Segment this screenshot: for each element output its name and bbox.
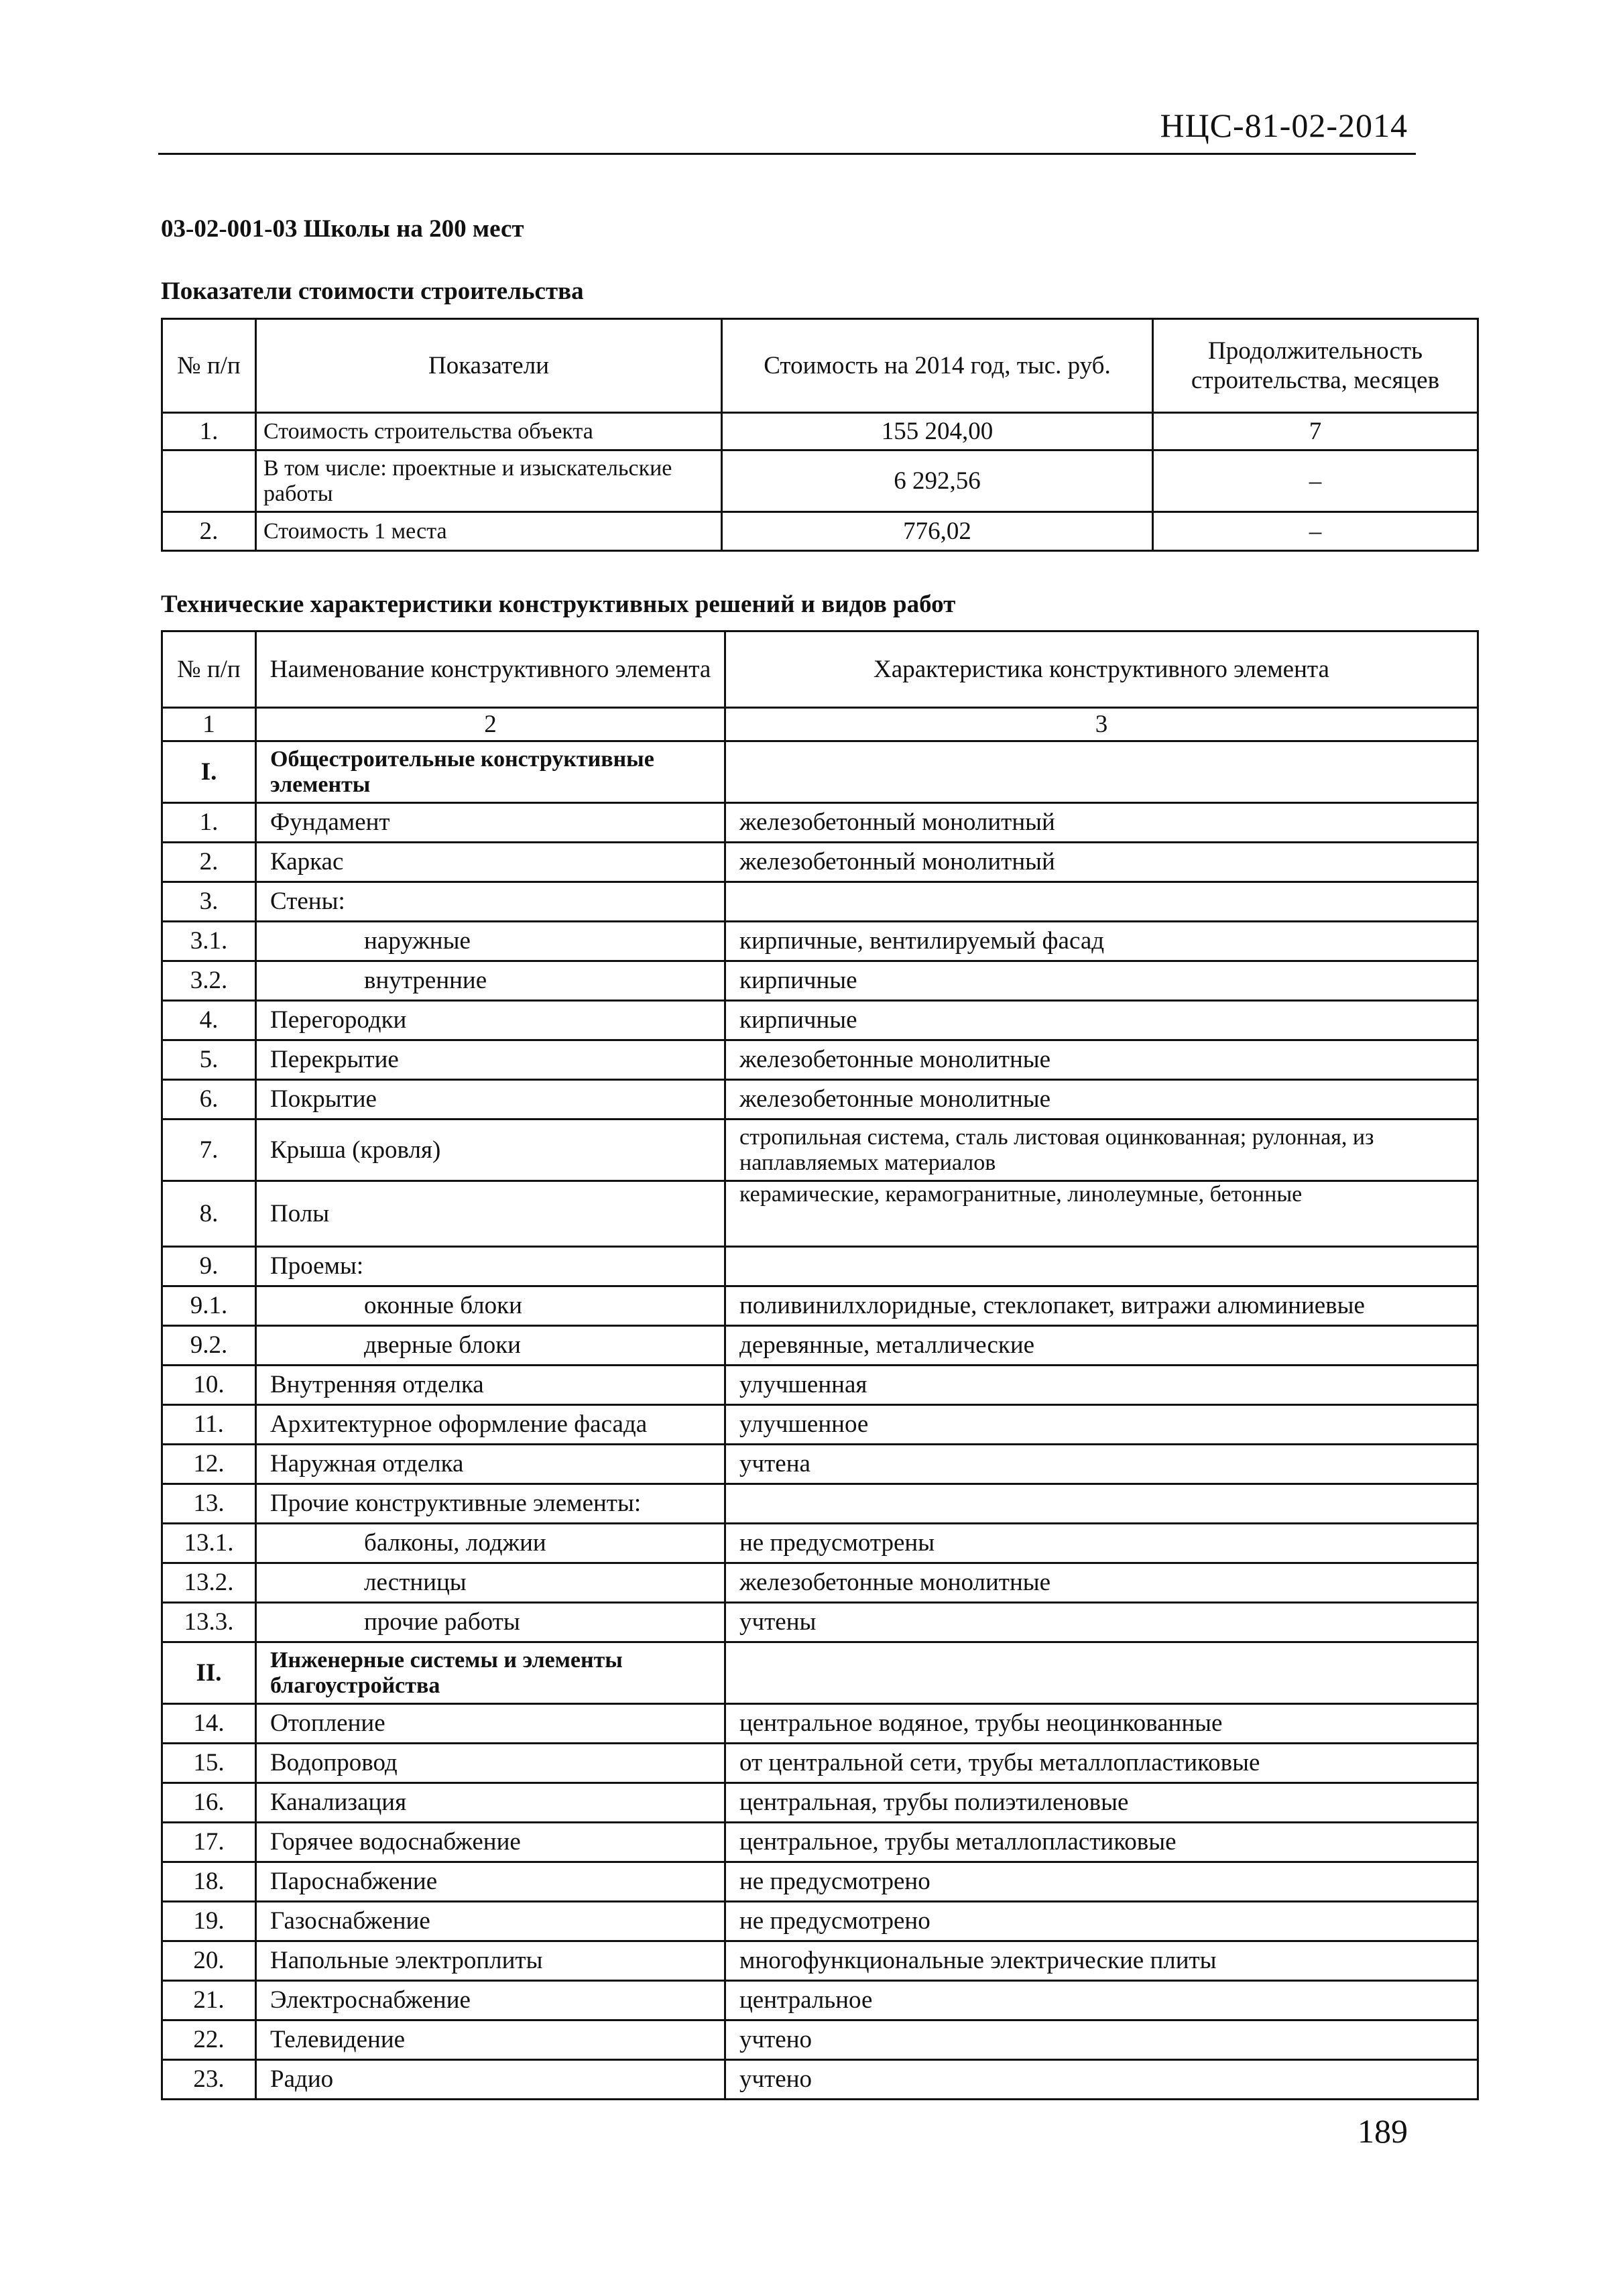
tech-header-row bbox=[162, 631, 1478, 708]
element-row bbox=[162, 1603, 1478, 1642]
element-row bbox=[162, 803, 1478, 843]
cost-col-cost: Стоимость на 2014 год, тыс. руб. bbox=[722, 319, 1153, 413]
row-number: 9. bbox=[162, 1247, 256, 1286]
element-name: Архитектурное оформление фасада bbox=[256, 1405, 725, 1445]
element-name: Электроснабжение bbox=[256, 1981, 725, 2020]
cost-header-row bbox=[162, 319, 1478, 413]
element-name: Канализация bbox=[256, 1783, 725, 1823]
tech-col-name: Наименование конструктивного элемента bbox=[256, 631, 725, 708]
element-name: Горячее водоснабжение bbox=[256, 1823, 725, 1862]
element-characteristic: деревянные, металлические bbox=[725, 1326, 1478, 1366]
cost-table bbox=[161, 318, 1479, 552]
cost-value: 6 292,56 bbox=[722, 450, 1153, 512]
element-characteristic: не предусмотрены bbox=[725, 1524, 1478, 1563]
element-name: Общестроительные конструктивные элементы bbox=[256, 741, 725, 803]
element-name: Перекрытие bbox=[256, 1040, 725, 1080]
row-number: 1. bbox=[162, 803, 256, 843]
element-name: Внутренняя отделка bbox=[256, 1366, 725, 1405]
row-number: 3.1. bbox=[162, 922, 256, 961]
row-number: 23. bbox=[162, 2060, 256, 2100]
page-number: 189 bbox=[1358, 2112, 1408, 2150]
row-number: 2. bbox=[162, 843, 256, 882]
element-name: Водопровод bbox=[256, 1744, 725, 1783]
row-number: 19. bbox=[162, 1902, 256, 1941]
element-row bbox=[162, 882, 1478, 922]
element-row bbox=[162, 1405, 1478, 1445]
element-name: Проемы: bbox=[256, 1247, 725, 1286]
element-characteristic: железобетонный монолитный bbox=[725, 843, 1478, 882]
row-number: 13.3. bbox=[162, 1603, 256, 1642]
element-characteristic bbox=[725, 741, 1478, 803]
row-number: 4. bbox=[162, 1001, 256, 1040]
element-characteristic bbox=[725, 1247, 1478, 1286]
cost-row bbox=[162, 413, 1478, 450]
element-name: дверные блоки bbox=[256, 1326, 725, 1366]
cost-value: 155 204,00 bbox=[722, 413, 1153, 450]
element-name: Крыша (кровля) bbox=[256, 1120, 725, 1181]
row-number: 13.1. bbox=[162, 1524, 256, 1563]
column-number: 2 bbox=[256, 708, 725, 741]
element-characteristic bbox=[725, 1484, 1478, 1524]
element-name: Газоснабжение bbox=[256, 1902, 725, 1941]
header-rule bbox=[158, 153, 1416, 155]
element-name: Пароснабжение bbox=[256, 1862, 725, 1902]
element-name: прочие работы bbox=[256, 1603, 725, 1642]
element-characteristic: стропильная система, сталь листовая оцинкованная; рулонная, из наплавляемых материалов bbox=[725, 1120, 1478, 1181]
element-name: Напольные электроплиты bbox=[256, 1941, 725, 1981]
indicator-name: Стоимость 1 места bbox=[256, 512, 722, 551]
row-number: 12. bbox=[162, 1445, 256, 1484]
element-characteristic: центральное bbox=[725, 1981, 1478, 2020]
row-number: 13.2. bbox=[162, 1563, 256, 1603]
row-number: 2. bbox=[162, 512, 256, 551]
element-row bbox=[162, 1445, 1478, 1484]
element-characteristic: не предусмотрено bbox=[725, 1902, 1478, 1941]
row-number: 14. bbox=[162, 1704, 256, 1744]
element-name: лестницы bbox=[256, 1563, 725, 1603]
row-number: 7. bbox=[162, 1120, 256, 1181]
element-name: оконные блоки bbox=[256, 1286, 725, 1326]
element-characteristic: кирпичные, вентилируемый фасад bbox=[725, 922, 1478, 961]
duration-value: – bbox=[1153, 450, 1478, 512]
element-row bbox=[162, 1862, 1478, 1902]
row-number: 3. bbox=[162, 882, 256, 922]
row-number: 3.2. bbox=[162, 961, 256, 1001]
row-number: II. bbox=[162, 1642, 256, 1704]
row-number: 11. bbox=[162, 1405, 256, 1445]
element-characteristic: центральное водяное, трубы неоцинкованные bbox=[725, 1704, 1478, 1744]
row-number: 15. bbox=[162, 1744, 256, 1783]
tech-section-title: Технические характеристики конструктивных решений и видов работ bbox=[161, 591, 956, 618]
element-row bbox=[162, 1001, 1478, 1040]
element-characteristic: учтена bbox=[725, 1445, 1478, 1484]
row-number: 1. bbox=[162, 413, 256, 450]
element-row bbox=[162, 1286, 1478, 1326]
row-number: 22. bbox=[162, 2020, 256, 2060]
element-row bbox=[162, 1366, 1478, 1405]
row-number: 21. bbox=[162, 1981, 256, 2020]
element-row bbox=[162, 1744, 1478, 1783]
section-row bbox=[162, 1642, 1478, 1704]
duration-value: 7 bbox=[1153, 413, 1478, 450]
element-row bbox=[162, 1247, 1478, 1286]
element-characteristic: учтено bbox=[725, 2060, 1478, 2100]
element-name: Отопление bbox=[256, 1704, 725, 1744]
indicator-name: В том числе: проектные и изыскательские работы bbox=[256, 450, 722, 512]
column-number: 1 bbox=[162, 708, 256, 741]
element-characteristic: железобетонные монолитные bbox=[725, 1080, 1478, 1120]
row-number bbox=[162, 450, 256, 512]
element-row bbox=[162, 2020, 1478, 2060]
element-row bbox=[162, 961, 1478, 1001]
element-row bbox=[162, 1563, 1478, 1603]
element-name: Фундамент bbox=[256, 803, 725, 843]
duration-value: – bbox=[1153, 512, 1478, 551]
element-characteristic: учтено bbox=[725, 2020, 1478, 2060]
element-characteristic: центральная, трубы полиэтиленовые bbox=[725, 1783, 1478, 1823]
element-name: Инженерные системы и элементы благоустройства bbox=[256, 1642, 725, 1704]
element-characteristic: кирпичные bbox=[725, 1001, 1478, 1040]
cost-row bbox=[162, 512, 1478, 551]
section-row bbox=[162, 741, 1478, 803]
row-number: 9.2. bbox=[162, 1326, 256, 1366]
element-name: Наружная отделка bbox=[256, 1445, 725, 1484]
element-row bbox=[162, 1823, 1478, 1862]
element-name: балконы, лоджии bbox=[256, 1524, 725, 1563]
cost-col-indicator: Показатели bbox=[256, 319, 722, 413]
element-characteristic: учтены bbox=[725, 1603, 1478, 1642]
element-characteristic: железобетонный монолитный bbox=[725, 803, 1478, 843]
element-name: Радио bbox=[256, 2060, 725, 2100]
row-number: 8. bbox=[162, 1181, 256, 1247]
element-characteristic: не предусмотрено bbox=[725, 1862, 1478, 1902]
element-row bbox=[162, 843, 1478, 882]
element-row bbox=[162, 1040, 1478, 1080]
row-number: 6. bbox=[162, 1080, 256, 1120]
column-number: 3 bbox=[725, 708, 1478, 741]
tech-col-desc: Характеристика конструктивного элемента bbox=[725, 631, 1478, 708]
row-number: I. bbox=[162, 741, 256, 803]
element-characteristic: керамические, керамогранитные, линолеумные, бетонные bbox=[725, 1181, 1478, 1247]
element-row bbox=[162, 1981, 1478, 2020]
element-row bbox=[162, 1941, 1478, 1981]
element-characteristic bbox=[725, 1642, 1478, 1704]
row-number: 5. bbox=[162, 1040, 256, 1080]
document-title: 03-02-001-03 Школы на 200 мест bbox=[161, 215, 524, 243]
element-row bbox=[162, 2060, 1478, 2100]
element-name: Каркас bbox=[256, 843, 725, 882]
row-number: 17. bbox=[162, 1823, 256, 1862]
element-row bbox=[162, 1484, 1478, 1524]
element-row bbox=[162, 1524, 1478, 1563]
row-number: 10. bbox=[162, 1366, 256, 1405]
element-row bbox=[162, 1326, 1478, 1366]
tech-column-numbers-row bbox=[162, 708, 1478, 741]
cost-value: 776,02 bbox=[722, 512, 1153, 551]
cost-col-num: № п/п bbox=[162, 319, 256, 413]
element-characteristic bbox=[725, 882, 1478, 922]
element-characteristic: многофункциональные электрические плиты bbox=[725, 1941, 1478, 1981]
tech-table bbox=[161, 630, 1479, 2100]
element-name: Телевидение bbox=[256, 2020, 725, 2060]
element-row bbox=[162, 1080, 1478, 1120]
element-name: Полы bbox=[256, 1181, 725, 1247]
element-row bbox=[162, 1704, 1478, 1744]
element-characteristic: кирпичные bbox=[725, 961, 1478, 1001]
element-characteristic: поливинилхлоридные, стеклопакет, витражи алюминиевые bbox=[725, 1286, 1478, 1326]
row-number: 13. bbox=[162, 1484, 256, 1524]
row-number: 20. bbox=[162, 1941, 256, 1981]
row-number: 16. bbox=[162, 1783, 256, 1823]
cost-section-title: Показатели стоимости строительства bbox=[161, 278, 584, 305]
element-row bbox=[162, 922, 1478, 961]
element-characteristic: железобетонные монолитные bbox=[725, 1040, 1478, 1080]
element-row bbox=[162, 1181, 1478, 1247]
element-characteristic: железобетонные монолитные bbox=[725, 1563, 1478, 1603]
element-row bbox=[162, 1783, 1478, 1823]
element-characteristic: улучшенное bbox=[725, 1405, 1478, 1445]
row-number: 18. bbox=[162, 1862, 256, 1902]
cost-row bbox=[162, 450, 1478, 512]
cost-col-duration: Продолжительность строительства, месяцев bbox=[1153, 319, 1478, 413]
element-name: Покрытие bbox=[256, 1080, 725, 1120]
tech-col-num: № п/п bbox=[162, 631, 256, 708]
indicator-name: Стоимость строительства объекта bbox=[256, 413, 722, 450]
element-name: Стены: bbox=[256, 882, 725, 922]
document-code: НЦС-81-02-2014 bbox=[1160, 107, 1408, 144]
element-name: Перегородки bbox=[256, 1001, 725, 1040]
element-name: Прочие конструктивные элементы: bbox=[256, 1484, 725, 1524]
row-number: 9.1. bbox=[162, 1286, 256, 1326]
element-name: наружные bbox=[256, 922, 725, 961]
element-characteristic: от центральной сети, трубы металлопластиковые bbox=[725, 1744, 1478, 1783]
element-row bbox=[162, 1902, 1478, 1941]
element-name: внутренние bbox=[256, 961, 725, 1001]
element-characteristic: улучшенная bbox=[725, 1366, 1478, 1405]
element-row bbox=[162, 1120, 1478, 1181]
element-characteristic: центральное, трубы металлопластиковые bbox=[725, 1823, 1478, 1862]
